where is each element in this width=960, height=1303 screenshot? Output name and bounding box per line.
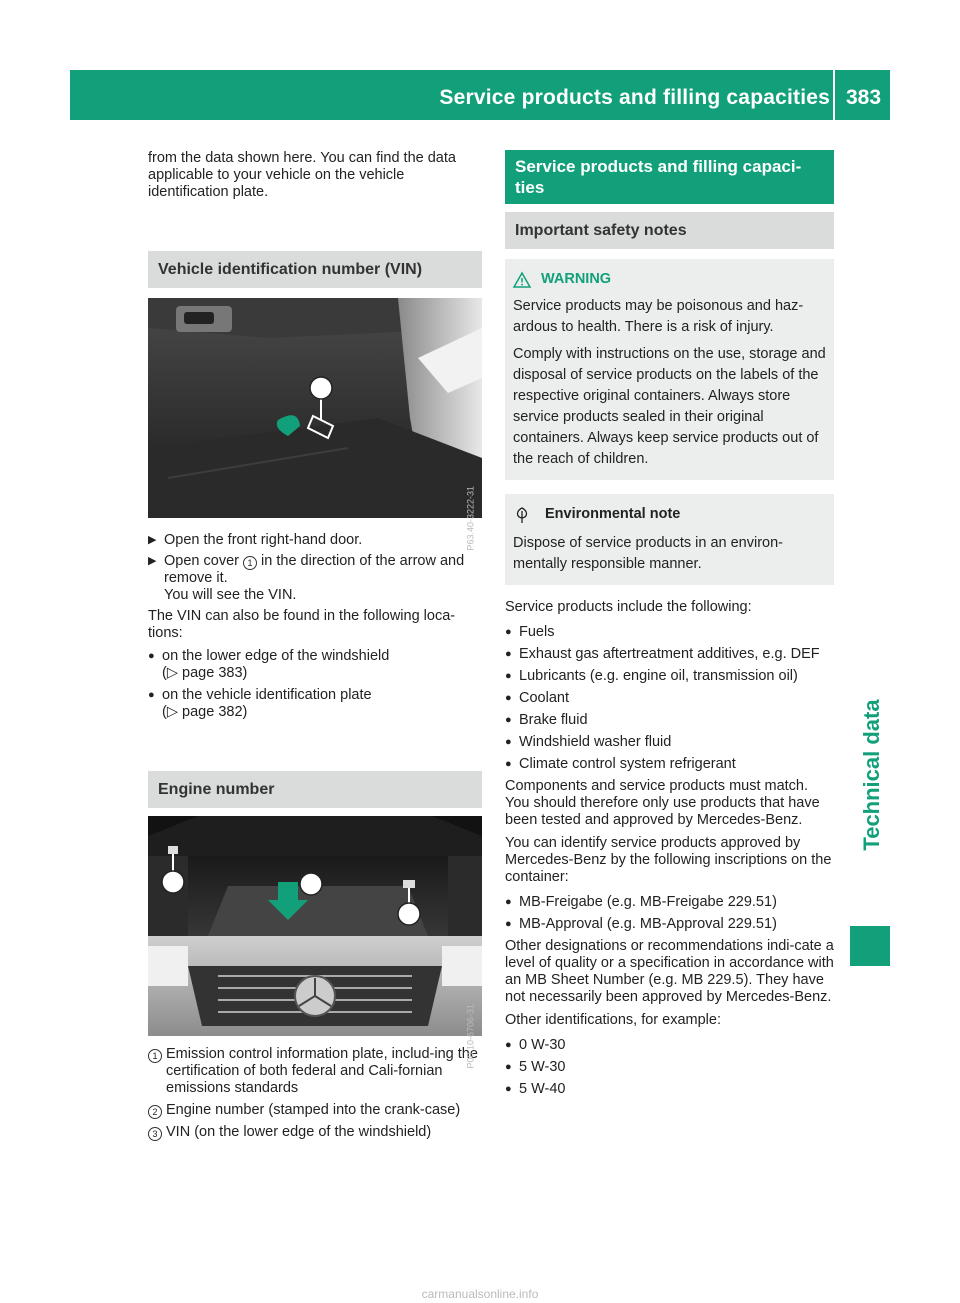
list-item: ● 5 W-30 [505,1059,566,1075]
location-text: on the lower edge of the windshield [162,648,390,664]
legend-item-1 [148,1046,482,1097]
header-title: Service products and filling capacities [439,86,830,109]
bullet-icon: ● [505,648,512,660]
legend-text: Emission control information plate, includ-ing the certification of both federal and Cali-fornian emissions standards [166,1046,478,1096]
bullet-icon: ● [148,689,155,701]
list-item: ● Fuels [505,624,555,640]
service-products-intro: Service products include the following: [505,599,752,615]
action-arrow-icon: ▶ [148,534,157,546]
other-identifications-intro: Other identifications, for example: [505,1012,721,1028]
step-open-cover [148,553,482,604]
vin-locations-intro: The VIN can also be found in the following loca-tions: [148,608,456,641]
environmental-note-title [513,504,826,525]
list-item: ● on the vehicle identification plate (▷ page 382) [148,687,372,720]
side-tab-label: Technical data [859,699,884,851]
right-column [505,150,834,1103]
bullet-icon: ● [505,714,512,726]
callout-3-icon: 3 [148,1127,162,1141]
legend-text: Engine number (stamped into the crank-case) [166,1102,461,1118]
list-item: ● MB-Approval (e.g. MB-Approval 229.51) [505,916,777,932]
match-text: Components and service products must match. You should therefore only use products that have been tested and approved by Mercedes-Benz. [505,778,820,828]
list-item: ● Exhaust gas aftertreatment additives, e.g. DEF [505,646,820,662]
list-item: ● MB-Freigabe (e.g. MB-Freigabe 229.51) [505,894,777,910]
page-number: 383 [845,86,882,109]
bullet-icon: ● [148,650,155,662]
bullet-icon: ● [505,736,512,748]
environmental-note-text: Dispose of service products in an environ-mentally responsible manner. [513,535,783,572]
vin-photo-code: P63.40-3222-31 [466,486,476,551]
bullet-icon: ● [505,896,512,908]
warning-paragraph: Service products may be poisonous and haz-ardous to health. There is a risk of injury. [513,298,804,335]
header-separator [833,70,835,120]
list-item: ● Climate control system refrigerant [505,756,736,772]
bullet-icon: ● [505,692,512,704]
step-text-a: Open cover [164,553,239,569]
watermark-text: carmanualsonline.info [421,1287,539,1301]
side-tab [852,640,892,910]
list-item: ● Windshield washer fluid [505,734,672,750]
engine-bay-photo [148,816,482,1069]
engine-number-heading: Engine number [148,771,482,808]
legend-item-2 [148,1102,482,1119]
environmental-note-box [505,494,834,585]
left-column [148,150,482,1146]
vin-heading: Vehicle identification number (VIN) [148,251,482,288]
callout-1-icon: 1 [243,556,257,570]
callout-1-icon: 1 [148,1049,162,1063]
engine-photo-illustration [148,816,482,1036]
list-item: ● 5 W-40 [505,1081,566,1097]
step-result: You will see the VIN. [164,587,297,603]
bullet-icon: ● [505,626,512,638]
identify-text: You can identify service products approved by Mercedes-Benz by the following inscriptions on the container: [505,835,832,885]
vin-photo-illustration [148,298,482,518]
list-item: ● Coolant [505,690,569,706]
side-tab-marker [850,926,890,966]
page-ref-arrow-icon: ▷ [166,704,178,720]
page-header [70,70,890,120]
warning-title [513,269,826,290]
bullet-icon: ● [505,670,512,682]
list-item: ● Brake fluid [505,712,588,728]
list-item: ● Lubricants (e.g. engine oil, transmission oil) [505,668,798,684]
callout-2-icon: 2 [148,1105,162,1119]
warning-title-text: WARNING [541,271,612,287]
warning-paragraph: Comply with instructions on the use, storage and disposal of service products on the labels of the respective original containers. Always store service products sealed in their original containers. Always keep service products out of the reach of children. [513,346,826,467]
page-reference-link[interactable]: page 382) [182,704,248,720]
leaf-icon [513,506,531,524]
step-text: Open the front right-hand door. [164,532,363,548]
environmental-note-title-text: Environmental note [545,506,681,522]
section-heading: Service products and filling capaci-ties [505,150,834,204]
bullet-icon: ● [505,1061,512,1073]
action-arrow-icon: ▶ [148,555,157,567]
list-item: ● on the lower edge of the windshield (▷ page 383) [148,648,390,681]
location-text: on the vehicle identification plate [162,687,372,703]
warning-box [505,259,834,480]
bullet-icon: ● [505,758,512,770]
bullet-icon: ● [505,1039,512,1051]
bullet-icon: ● [505,1083,512,1095]
legend-item-3 [148,1124,482,1141]
list-item: ● 0 W-30 [505,1037,566,1053]
page-ref-arrow-icon: ▷ [166,665,178,681]
page-reference-link[interactable]: page 383) [182,665,248,681]
engine-photo-code: P00.10-6706-31 [466,1004,476,1069]
step-text-b: in the direction of the arrow and remove it. [164,553,465,586]
other-designations-text: Other designations or recommendations indi-cate a level of quality or a specification in accordance with an MB Sheet Number (e.g. MB 229.5). They have not necessarily been approved by Mercedes-Benz. [505,938,834,1005]
watermark [0,1285,960,1303]
bullet-icon: ● [505,918,512,930]
warning-triangle-icon [513,272,531,288]
legend-text: VIN (on the lower edge of the windshield) [166,1124,432,1140]
safety-notes-heading: Important safety notes [505,212,834,249]
step-open-door [148,532,482,549]
intro-text: from the data shown here. You can find the data applicable to your vehicle on the vehicle identification plate. [148,150,456,200]
